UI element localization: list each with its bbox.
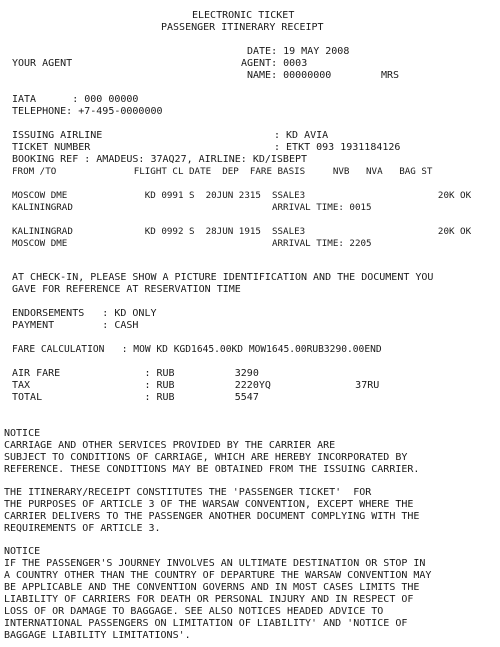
- receipt-line: CARRIER DELIVERS TO THE PASSENGER ANOTHER DOCUMENT COMPLYING WITH THE: [4, 511, 420, 522]
- tax-field: TAX : RUB 2220YQ 37RU: [12, 380, 380, 391]
- notice-2-line: BAGGAGE LIABILITY LIMITATIONS'.: [4, 630, 191, 641]
- issuing-airline-value: : KD AVIA: [274, 130, 329, 141]
- segment-1-line-2: KALININGRAD ARRIVAL TIME: 0015: [12, 202, 372, 213]
- receipt-line: THE ITINERARY/RECEIPT CONSTITUTES THE 'PASSENGER TICKET' FOR: [4, 487, 372, 498]
- total-field: TOTAL : RUB 5547: [12, 392, 259, 403]
- notice-1-line: SUBJECT TO CONDITIONS OF CARRIAGE, WHICH ARE HEREBY INCORPORATED BY: [4, 452, 408, 463]
- title-line-2: PASSENGER ITINERARY RECEIPT: [161, 22, 324, 33]
- notice-2-line: LOSS OF OR DAMAGE TO BAGGAGE. SEE ALSO NOTICES HEADED ADVICE TO: [4, 606, 384, 617]
- receipt-line: REQUIREMENTS OF ARTICLE 3.: [4, 523, 161, 534]
- title-mrs: MRS: [381, 70, 400, 81]
- receipt-line: THE PURPOSES OF ARTICLE 3 OF THE WARSAW CONVENTION, EXCEPT WHERE THE: [4, 499, 414, 510]
- telephone-field: TELEPHONE: +7-495-0000000: [12, 106, 163, 117]
- checkin-line-2: GAVE FOR REFERENCE AT RESERVATION TIME: [12, 284, 241, 295]
- itinerary-header: FROM /TO FLIGHT CL DATE DEP FARE BASIS NVB NVA BAG ST: [12, 166, 433, 177]
- endorsements-field: ENDORSEMENTS : KD ONLY: [12, 308, 157, 319]
- date-field: DATE: 19 MAY 2008: [247, 46, 350, 57]
- checkin-line-1: AT CHECK-IN, PLEASE SHOW A PICTURE IDENTIFICATION AND THE DOCUMENT YOU: [12, 272, 434, 283]
- ticket-number-value: : ETKT 093 1931184126: [274, 142, 401, 153]
- segment-2-line-1: KALININGRAD KD 0992 S 28JUN 1915 SSALE3 20K OK: [12, 226, 472, 237]
- fare-calculation: FARE CALCULATION : MOW KD KGD1645.00KD MOW1645.00RUB3290.00END: [12, 344, 382, 355]
- ticket-number-label: TICKET NUMBER: [12, 142, 91, 153]
- notice-2-title: NOTICE: [4, 546, 41, 557]
- title-line-1: ELECTRONIC TICKET: [192, 10, 295, 21]
- iata-field: IATA : 000 00000: [12, 94, 139, 105]
- name-field: NAME: 00000000: [247, 70, 332, 81]
- segment-2-line-2: MOSCOW DME ARRIVAL TIME: 2205: [12, 238, 372, 249]
- booking-ref: BOOKING REF : AMADEUS: 37AQ27, AIRLINE: KD/ISBEPT: [12, 154, 308, 165]
- notice-2-line: IF THE PASSENGER'S JOURNEY INVOLVES AN ULTIMATE DESTINATION OR STOP IN: [4, 558, 426, 569]
- air-fare-field: AIR FARE : RUB 3290: [12, 368, 259, 379]
- notice-1-title: NOTICE: [4, 428, 41, 439]
- segment-1-line-1: MOSCOW DME KD 0991 S 20JUN 2315 SSALE3 20K OK: [12, 190, 472, 201]
- notice-2-line: BE APPLICABLE AND THE CONVENTION GOVERNS AND IN MOST CASES LIMITS THE: [4, 582, 420, 593]
- issuing-airline-label: ISSUING AIRLINE: [12, 130, 103, 141]
- notice-1-line: CARRIAGE AND OTHER SERVICES PROVIDED BY THE CARRIER ARE: [4, 440, 336, 451]
- notice-2-line: A COUNTRY OTHER THAN THE COUNTRY OF DEPARTURE THE WARSAW CONVENTION MAY: [4, 570, 432, 581]
- payment-field: PAYMENT : CASH: [12, 320, 139, 331]
- notice-2-line: INTERNATIONAL PASSENGERS ON LIMITATION OF LIABILITY' AND 'NOTICE OF: [4, 618, 408, 629]
- notice-2-line: LIABILITY OF CARRIERS FOR DEATH OR PERSONAL INJURY AND IN RESPECT OF: [4, 594, 414, 605]
- notice-1-line: REFERENCE. THESE CONDITIONS MAY BE OBTAINED FROM THE ISSUING CARRIER.: [4, 464, 420, 475]
- your-agent-label: YOUR AGENT: [12, 58, 73, 69]
- agent-field: AGENT: 0003: [241, 58, 308, 69]
